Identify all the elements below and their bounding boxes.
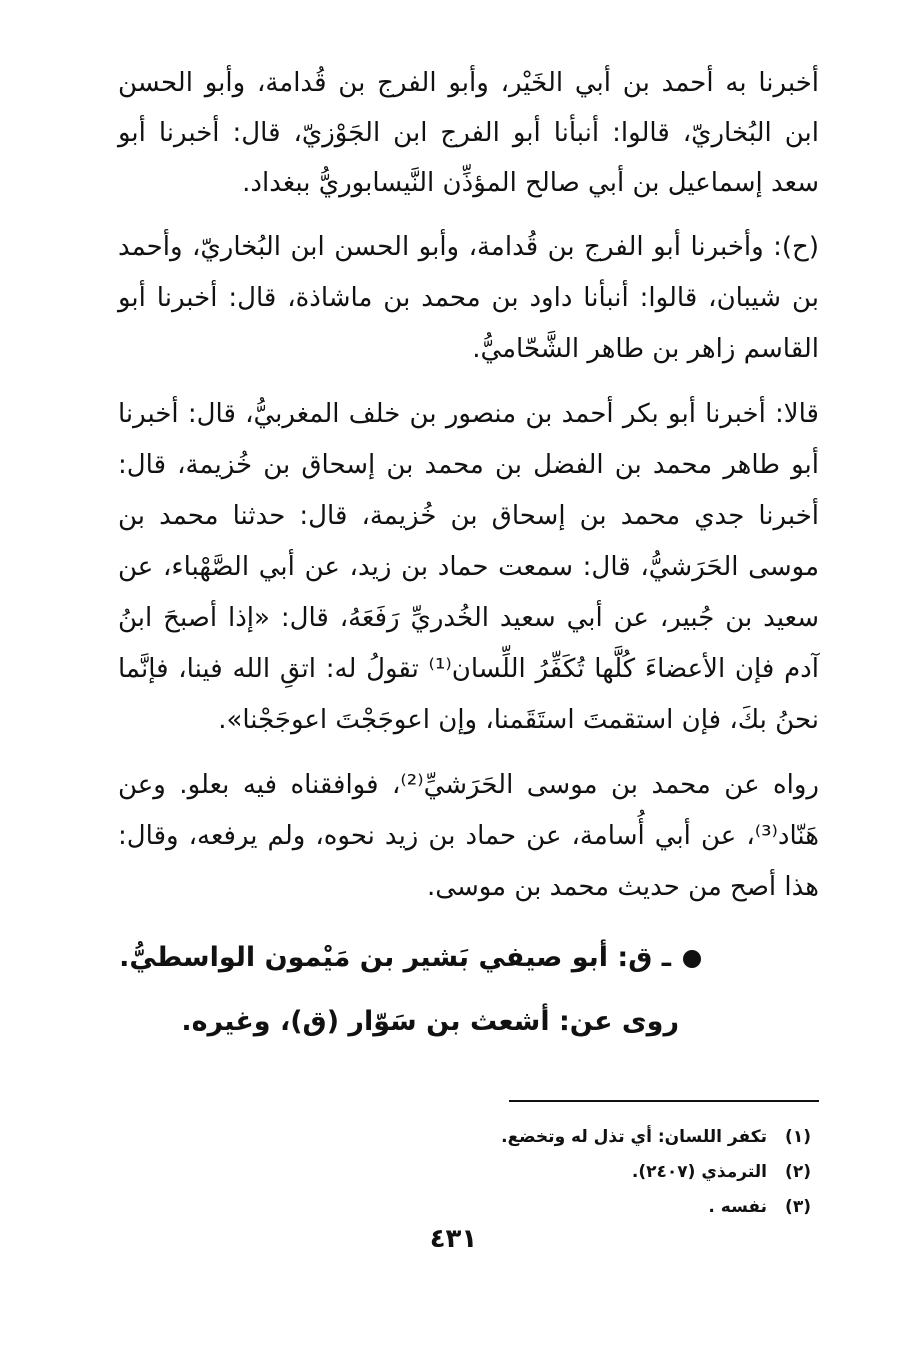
footnote <box>200 1155 811 1190</box>
page-number: ٤٣١ <box>429 1224 478 1254</box>
footnote-number: (٣) <box>785 1197 811 1217</box>
footnote <box>200 1120 811 1155</box>
footnote-number: (٢) <box>785 1162 811 1182</box>
narrated-from-text: أشعث بن سَوّار (ق)، وغيره. <box>181 1006 550 1037</box>
paragraph-hadith: قالا: أخبرنا أبو بكر أحمد بن منصور بن خلف المغربيُّ، قال: أخبرنا أبو طاهر محمد بن الفضل بن محمد بن إسحاق بن خُزيمة، قال: أخبرنا جدي محمد بن إسحاق بن خُزيمة، قال: حدثنا محمد بن موسى الحَرَشيُّ، قال: سمعت حماد بن زيد، عن أبي الصَّهْباء، عن سعيد بن جُبير، عن أبي سعيد الخُدريِّ رَفَعَهُ، قال: «إذا أصبحَ ابنُ آدم فإن الأعضاءَ كُلَّها تُكَفِّرُ اللِّسان⁽¹⁾ تقولُ له: اتقِ الله فينا، فإنَّما نحنُ بكَ، فإن استقمتَ استَقَمنا، وإن اعوجَجْتَ اعوجَجْنا». <box>118 399 819 735</box>
paragraph-takhrij: رواه عن محمد بن موسى الحَرَشيِّ⁽²⁾، فوافقناه فيه بعلو. وعن هَنّاد⁽³⁾، عن أبي أُسامة، عن حماد بن زيد نحوه، ولم يرفعه، وقال: هذا أصح من حديث محمد بن موسى. <box>118 770 819 902</box>
narrated-from-label: روى عن: <box>558 1006 679 1037</box>
footnotes <box>200 1120 811 1225</box>
footnote-number: (١) <box>785 1127 811 1147</box>
footnote-text: الترمذي (٢٤٠٧). <box>631 1162 767 1182</box>
bullet-dot-icon <box>683 950 701 968</box>
paragraph-isnad-1: أخبرنا به أحمد بن أبي الخَيْر، وأبو الفرج بن قُدامة، وأبو الحسن ابن البُخاريّ، قالوا: أنبأنا أبو الفرج ابن الجَوْزيّ، قال: أخبرنا أبو سعد إسماعيل بن أبي صالح المؤذِّن النَّيسابوريُّ ببغداد. <box>118 68 819 198</box>
narrator-entry-heading: ـ ق: أبو صيفي بَشير بن مَيْمون الواسطيُّ. <box>119 942 671 973</box>
footnote-separator <box>509 1100 819 1102</box>
footnote <box>200 1190 811 1225</box>
footnote-text: نفسه . <box>708 1197 767 1217</box>
narrated-from-line <box>118 995 819 1049</box>
paragraph-isnad-2: (ح): وأخبرنا أبو الفرج بن قُدامة، وأبو الحسن ابن البُخاريّ، وأحمد بن شيبان، قالوا: أنبأنا داود بن محمد بن ماشاذة، قال: أخبرنا أبو القاسم زاهر بن طاهر الشَّحّاميُّ. <box>118 232 819 364</box>
footnote-text: تكفر اللسان: أي تذل له وتخضع. <box>501 1127 767 1147</box>
narrator-entry <box>118 931 819 985</box>
